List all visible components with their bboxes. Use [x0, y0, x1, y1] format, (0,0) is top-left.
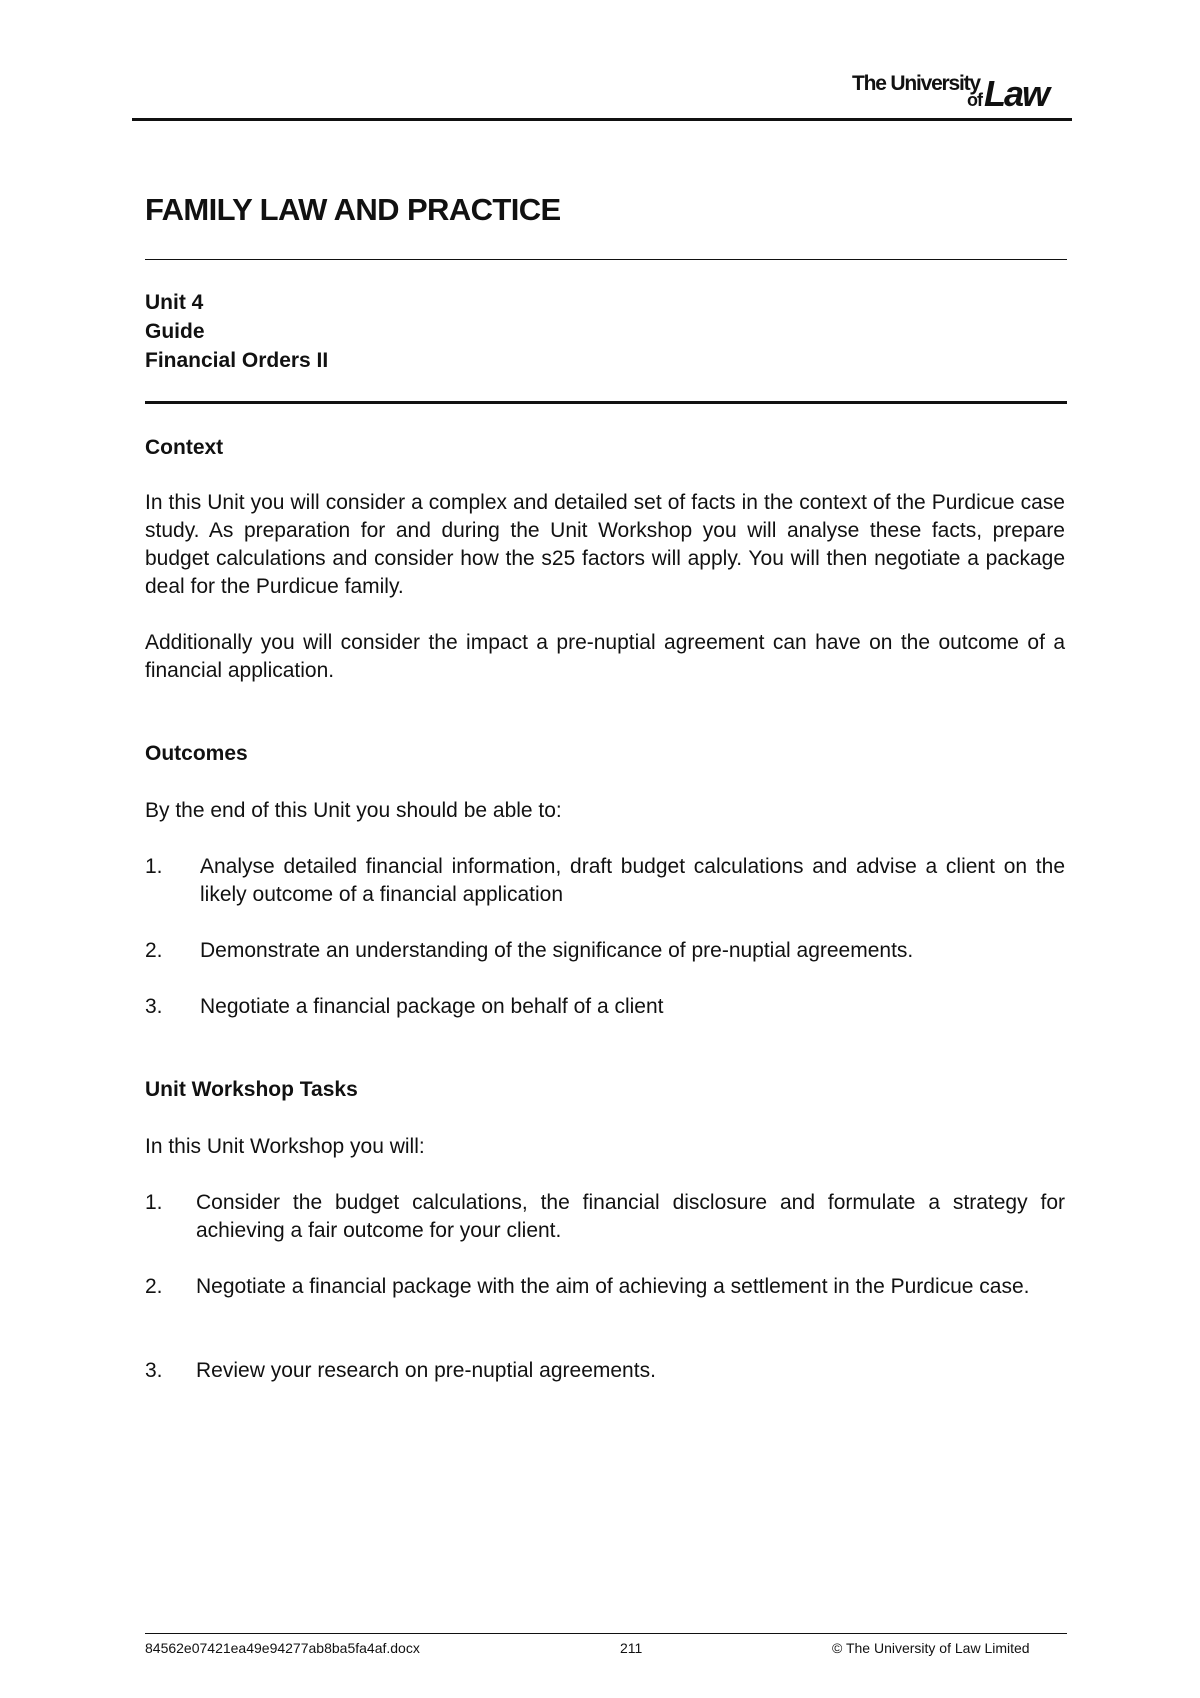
outcome-item	[145, 853, 1065, 909]
title-divider	[145, 259, 1067, 260]
context-paragraph-1: In this Unit you will consider a complex and detailed set of facts in the context of the Purdicue case study. As preparation for and during the Unit Workshop you will analyse these facts, prepare budget calculations and consider how the s25 factors will apply. You will then negotiate a package deal for the Purdicue family.	[145, 491, 1065, 598]
footer-filename: 84562e07421ea49e94277ab8ba5fa4af.docx	[145, 1640, 420, 1656]
list-text: Consider the budget calculations, the financial disclosure and formulate a strategy for achieving a fair outcome for your client.	[196, 1191, 1065, 1242]
list-text: Negotiate a financial package with the aim of achieving a settlement in the Purdicue case.	[196, 1275, 1030, 1298]
list-number: 1.	[145, 1191, 163, 1214]
list-number: 2.	[145, 1275, 163, 1298]
logo-line2: of	[967, 90, 982, 110]
context-heading: Context	[145, 436, 224, 459]
list-text: Analyse detailed financial information, draft budget calculations and advise a client on the likely outcome of a financial application	[200, 855, 1065, 906]
workshop-task-item	[145, 1189, 1065, 1245]
workshop-task-item	[145, 1273, 1065, 1301]
footer-divider	[145, 1633, 1067, 1634]
list-text: Negotiate a financial package on behalf of a client	[200, 995, 664, 1018]
unit-info	[145, 288, 328, 375]
list-number: 1.	[145, 855, 163, 878]
document-title: FAMILY LAW AND PRACTICE	[145, 192, 561, 227]
list-number: 3.	[145, 1359, 163, 1382]
footer-copyright: © The University of Law Limited	[832, 1640, 1030, 1656]
list-number: 2.	[145, 939, 163, 962]
workshop-heading: Unit Workshop Tasks	[145, 1078, 358, 1101]
unit-subtitle: Financial Orders II	[145, 349, 329, 372]
logo-line1: The University	[852, 72, 980, 95]
unit-guide-label: Guide	[145, 320, 205, 343]
workshop-task-item	[145, 1357, 1065, 1385]
outcome-item	[145, 937, 1065, 965]
university-logo	[852, 68, 1062, 112]
workshop-intro: In this Unit Workshop you will:	[145, 1135, 425, 1158]
footer-page-number: 211	[620, 1640, 643, 1656]
list-text: Demonstrate an understanding of the significance of pre-nuptial agreements.	[200, 939, 914, 962]
logo-line3: Law	[984, 73, 1049, 114]
unit-number: Unit 4	[145, 291, 204, 314]
outcome-item	[145, 993, 1065, 1021]
list-text: Review your research on pre-nuptial agreements.	[196, 1359, 656, 1382]
list-number: 3.	[145, 995, 163, 1018]
context-paragraph-2: Additionally you will consider the impact a pre-nuptial agreement can have on the outcome of a financial application.	[145, 631, 1065, 682]
outcomes-intro: By the end of this Unit you should be able to:	[145, 799, 562, 822]
outcomes-heading: Outcomes	[145, 742, 248, 765]
header-divider	[132, 118, 1072, 121]
unit-divider	[145, 401, 1067, 404]
